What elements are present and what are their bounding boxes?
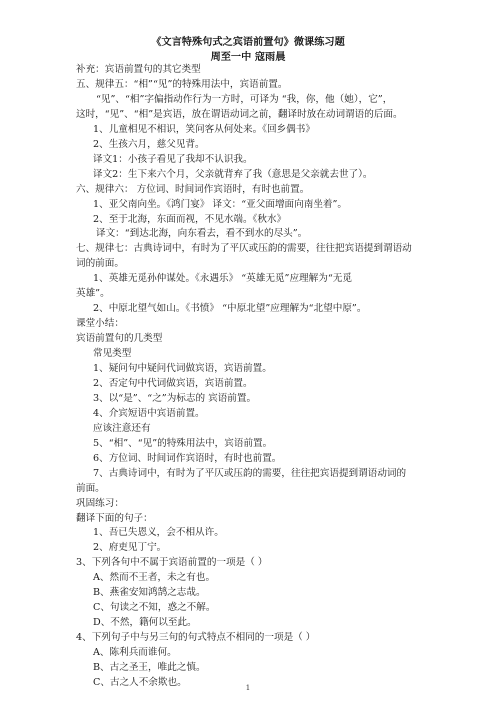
text-line: C、古之人不余欺也。 (93, 676, 187, 688)
text-line: 应该注意还有 (93, 422, 151, 434)
text-line: 1、亚父南向坐。《鸿门宴》 译文：“亚父面增面向南坐着”。 (93, 198, 348, 210)
text-line: “见”、“相”字偏指动作行为一方时，可译为 “我，你，他（她），它”， (96, 93, 393, 105)
text-line: 1、儿童相见不相识，笑问客从何处来。《回乡偶书》 (93, 123, 315, 135)
text-line: 7、古典诗词中，有时为了平仄或压韵的需要，往往把宾语提到谓语动词的 (93, 467, 407, 479)
document-title: 《文言特殊句式之宾语前置句》微课练习题 (151, 36, 345, 48)
page-number: 1 (245, 684, 251, 692)
text-line: 2、生孩六月，慈父见背。 (93, 138, 205, 150)
text-line: 课堂小结： (76, 318, 124, 330)
text-line: 六、规律六： 方位词、时间词作宾语时，有时也前置。 (76, 183, 310, 195)
text-line: 补充：宾语前置句的其它类型 (76, 64, 201, 75)
text-line: 1、吾已失恩义，会不相从许。 (93, 527, 224, 539)
text-line: 词的前面。 (76, 258, 124, 270)
text-line: 4、下列句子中与另三句的句式特点不相同的一项是（ ） (76, 632, 316, 644)
text-line: 译文2：生下来六个月，父亲就背弃了我（意思是父亲就去世了）。 (93, 168, 373, 180)
text-line: 译文1：小孩子看见了我却不认识我。 (93, 153, 253, 165)
text-line: 3、以“是”、“之”为标志的 宾语前置。 (93, 392, 257, 404)
text-line: C、句读之不知，惑之不解。 (93, 602, 216, 614)
text-line: 宾语前置句的几类型 (76, 333, 163, 345)
author-line: 周至一中 寇雨晨 (210, 51, 286, 63)
text-line: 3、下列各句中不属于宾语前置的一项是（ ） (76, 557, 268, 569)
text-line: 巩固练习： (76, 497, 124, 509)
text-line: 常见类型 (93, 348, 132, 360)
text-line: 2、中原北望气如山。《书愤》 “中原北望”应理解为“北望中原”。 (93, 303, 367, 315)
text-line: 七、规律七：古典诗词中，有时为了平仄或压韵的需要，往往把宾语提到谓语动 (76, 243, 412, 255)
text-line: 翻译下面的句子： (76, 512, 153, 524)
text-line: A、然而不王者，未之有也。 (93, 572, 216, 584)
text-line: 1、英雄无觅孙仲谋处。《永遇乐》 “英雄无觅”应理解为“无觅 (93, 273, 352, 285)
text-line: A、陈利兵而谁何。 (93, 647, 177, 659)
text-line: B、燕雀安知鸿鹄之志哉。 (93, 587, 206, 599)
text-line: 2、至于北海，东面而视，不见水端。《秋水》 (93, 213, 287, 225)
text-line: 前面。 (76, 482, 105, 494)
text-line: 五、规律五：“相”“见”的特殊用法中，宾语前置。 (76, 78, 288, 90)
text-line: 5、“相”、“见”的特殊用法中，宾语前置。 (93, 437, 273, 449)
text-line: 译文：“到达北海，向东看去，看不到水的尽头”。 (96, 228, 308, 240)
text-line: 2、否定句中代词做宾语，宾语前置。 (93, 377, 253, 389)
text-line: 这时，“见”、“相”是宾语，放在谓语动词之前，翻译时放在动词谓语的后面。 (76, 108, 403, 120)
text-line: 2、府吏见丁宁。 (93, 542, 167, 554)
text-line: 6、方位词、时间词作宾语时，有时也前置。 (93, 452, 282, 464)
text-line: B、古之圣王，唯此之慎。 (93, 662, 206, 673)
text-line: 4、介宾短语中宾语前置。 (93, 407, 205, 419)
text-line: 1、疑问句中疑问代词做宾语，宾语前置。 (93, 363, 272, 374)
text-line: D、不然，籍何以至此。 (93, 617, 197, 629)
text-line: 英雄”。 (76, 288, 110, 300)
